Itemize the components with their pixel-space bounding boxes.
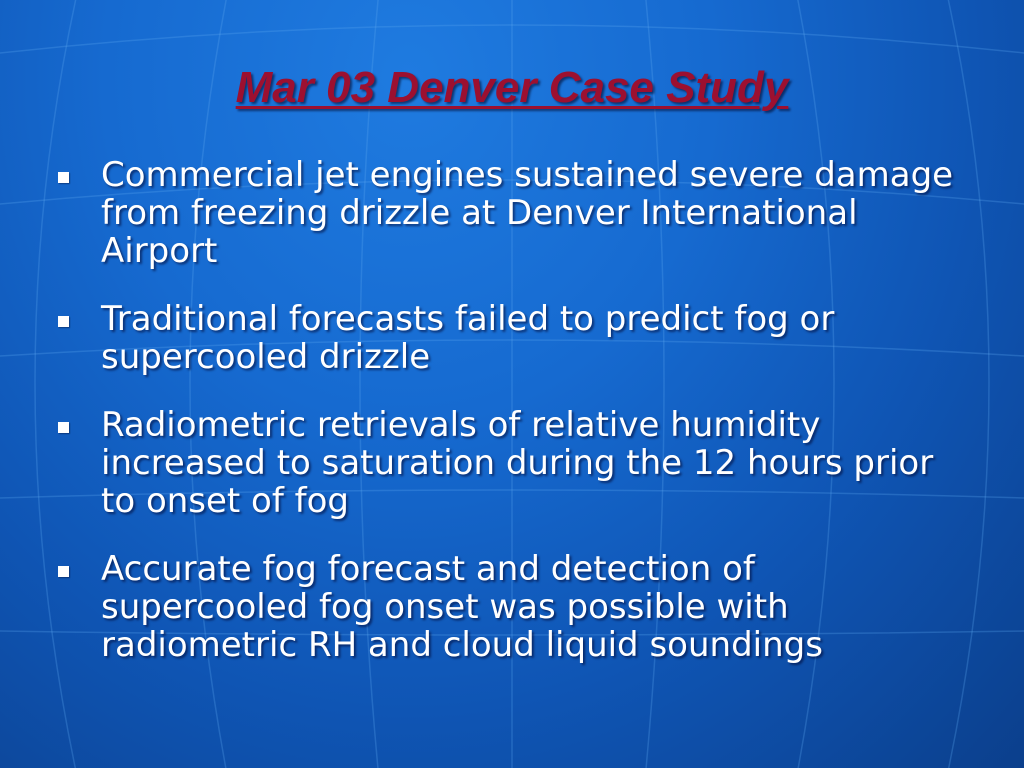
list-item [58,156,978,270]
list-item [58,550,978,664]
bullet-text: Traditional forecasts failed to predict fog or supercooled drizzle [101,299,835,377]
square-bullet-icon [58,566,69,577]
bullet-list [58,156,978,694]
square-bullet-icon [58,422,69,433]
bullet-text: Commercial jet engines sustained severe damage from freezing drizzle at Denver International Airport [101,155,954,271]
bullet-text: Accurate fog forecast and detection of supercooled fog onset was possible with radiometric RH and cloud liquid soundings [101,549,823,665]
list-item [58,300,978,376]
square-bullet-icon [58,316,69,327]
square-bullet-icon [58,172,69,183]
slide-title: Mar 03 Denver Case Study [235,63,789,112]
bullet-text: Radiometric retrievals of relative humidity increased to saturation during the 12 hours prior to onset of fog [101,405,934,521]
list-item [58,406,978,520]
